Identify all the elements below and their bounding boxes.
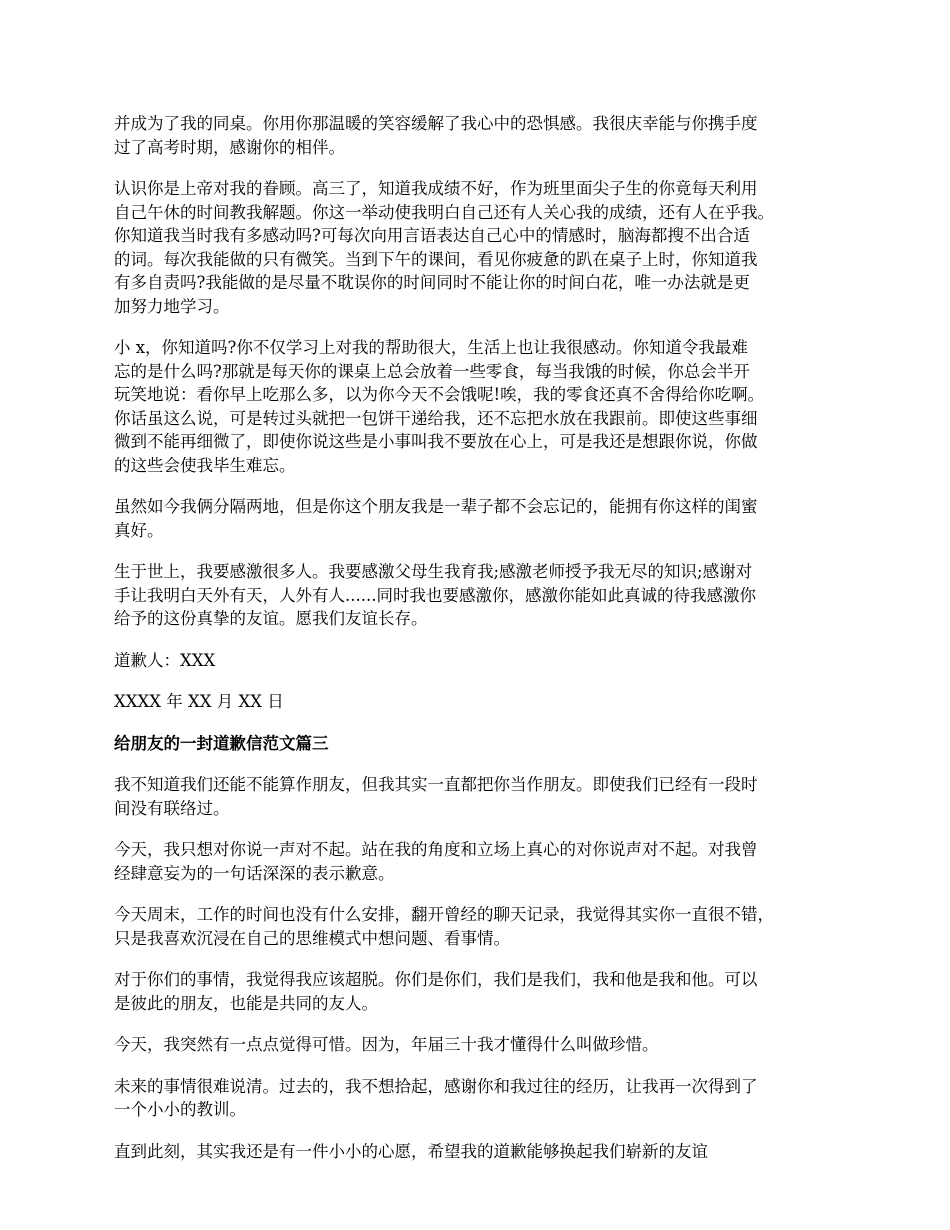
paragraph-weekend: 今天周末，工作的时间也没有什么安排，翻开曾经的聊天记录，我觉得其实你一直很不错， 只是我喜欢沉浸在自己的思维模式中想问题、看事情。 [114, 905, 774, 948]
paragraph-shared-desk: 并成为了我的同桌。你用你那温暖的笑容缓解了我心中的恐惧感。我很庆幸能与你携手度 过了高考时期，感谢你的相伴。 [114, 114, 758, 157]
paragraph-tutoring: 认识你是上帝对我的眷顾。高三了，知道我成绩不好，作为班里面尖子生的你竟每天利用 自己午休的时间教我解题。你这一举动使我明白自己还有人关心我的成绩，还有人在乎我。 你知道我当时我有多感动吗?可每次向用言语表达自己心中的情感时，脑海都搜不出合适 的词。每次我能做的只有微笑。当到下午的课间，看见你疲惫的趴在桌子上时，你知道我 有多自责吗?我能做的是尽量不耽误你的时间同时不能让你的时间白花，唯一办法就是更 加努力地学习。 [114, 179, 774, 316]
paragraph-distance: 虽然如今我俩分隔两地，但是你这个朋友我是一辈子都不会忘记的，能拥有你这样的闺蜜 真好。 [114, 497, 758, 540]
paragraph-wish: 直到此刻，其实我还是有一件小小的心愿，希望我的道歉能够换起我们崭新的友谊 [114, 1141, 708, 1161]
paragraph-apology: 今天，我只想对你说一声对不起。站在我的角度和立场上真心的对你说声对不起。对我曾 经肆意妄为的一句话深深的表示歉意。 [114, 840, 758, 883]
paragraph-detachment: 对于你们的事情，我觉得我应该超脱。你们是你们，我们是我们，我和他是我和他。可以 是彼此的朋友，也能是共同的友人。 [114, 970, 758, 1013]
section-heading: 给朋友的一封道歉信范文篇三 [114, 733, 329, 753]
date-line: XXXX 年 XX 月 XX 日 [114, 692, 284, 711]
signature-line: 道歉人：XXX [114, 650, 216, 670]
paragraph-gratitude: 生于世上，我要感激很多人。我要感激父母生我育我;感激老师授予我无尽的知识;感谢对 手让我明白天外有天，人外有人......同时我也要感激你，感激你能如此真诚的待我感激你 给予的这份真挚的友谊。愿我们友谊长存。 [114, 562, 756, 628]
paragraph-regret: 今天，我突然有一点点觉得可惜。因为，年届三十我才懂得什么叫做珍惜。 [114, 1035, 659, 1054]
document-body [114, 112, 852, 1181]
paragraph-future: 未来的事情很难说清。过去的，我不想拾起，感谢你和我过往的经历，让我再一次得到了 一个小小的教训。 [114, 1076, 758, 1119]
paragraph-friendship: 我不知道我们还能不能算作朋友，但我其实一直都把你当作朋友。即使我们已经有一段时 间没有联络过。 [114, 775, 758, 818]
paragraph-snacks: 小 x，你知道吗?你不仅学习上对我的帮助很大，生活上也让我很感动。你知道令我最难 忘的是什么吗?那就是每天你的课桌上总会放着一些零食，每当我饿的时候，你总会半开 玩笑地说：看你早上吃那么多，以为你今天不会饿呢!唉，我的零食还真不舍得给你吃啊。 你话虽这么说，可是转过头就把一包饼干递给我，还不忘把水放在我跟前。即使这些事细 微到不能再细微了，即使你说这些是小事叫我不要放在心上，可是我还是想跟你说，你做 的这些会使我毕生难忘。 [114, 338, 765, 475]
